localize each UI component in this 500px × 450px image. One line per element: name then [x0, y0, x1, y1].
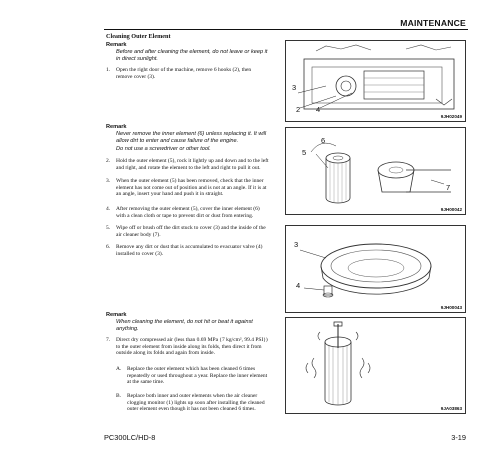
remark-line: anything.	[116, 325, 139, 332]
footer-page-number: 3-19	[451, 433, 466, 442]
remark-line: Never remove the inner element (6) unless replacing it. It will	[116, 131, 267, 137]
footer-model: PC300LC/HD-8	[104, 433, 156, 442]
remark-line: allow dirt to enter and cause failure of the engine.	[116, 137, 239, 144]
figure-id: 9JH02049	[440, 114, 462, 119]
callout-6: 6	[321, 136, 326, 145]
callout-7: 7	[446, 183, 451, 192]
figure-cover-removal	[285, 40, 466, 122]
step-text: Open the right door of the machine, remove 6 hooks (2), then remove cover (3).	[116, 67, 252, 80]
remark-line: Do not use a screwdriver or other tool.	[116, 146, 211, 153]
remark-line: When cleaning the element, do not hit or beat it against	[116, 319, 253, 325]
section-title: Cleaning Outer Element	[106, 33, 171, 40]
remark-text	[116, 319, 253, 332]
remark-line: Before and after cleaning the element, do not leave or keep it	[116, 49, 268, 55]
remark-text	[116, 131, 266, 153]
remark-label: Remark	[106, 42, 127, 48]
remark-text	[116, 49, 267, 62]
remark-label: Remark	[106, 312, 127, 318]
callout-4: 4	[316, 105, 321, 114]
figure-id: 9JA03863	[440, 406, 462, 411]
callout-2: 2	[296, 105, 301, 114]
figure-compressed-air	[285, 317, 466, 414]
compressed-air-illustration	[286, 318, 465, 413]
figure-id: 9JH00043	[440, 305, 462, 310]
remark-label: Remark	[106, 124, 127, 130]
figure-element-removal	[285, 127, 466, 215]
element-removal-illustration	[286, 128, 465, 214]
figure-cover-evacuator	[285, 225, 466, 313]
callout-4: 4	[296, 281, 301, 290]
callout-3: 3	[294, 240, 299, 249]
callout-5: 5	[302, 148, 307, 157]
header-rule	[104, 29, 468, 30]
callout-3: 3	[292, 83, 297, 92]
step-number: 1.	[106, 67, 111, 73]
header-section-title: MAINTENANCE	[400, 18, 466, 28]
cover-removal-illustration	[286, 41, 465, 121]
remark-line: in direct sunlight.	[116, 55, 158, 62]
figure-id: 9JH00042	[440, 207, 462, 212]
cover-evacuator-illustration	[286, 226, 465, 312]
